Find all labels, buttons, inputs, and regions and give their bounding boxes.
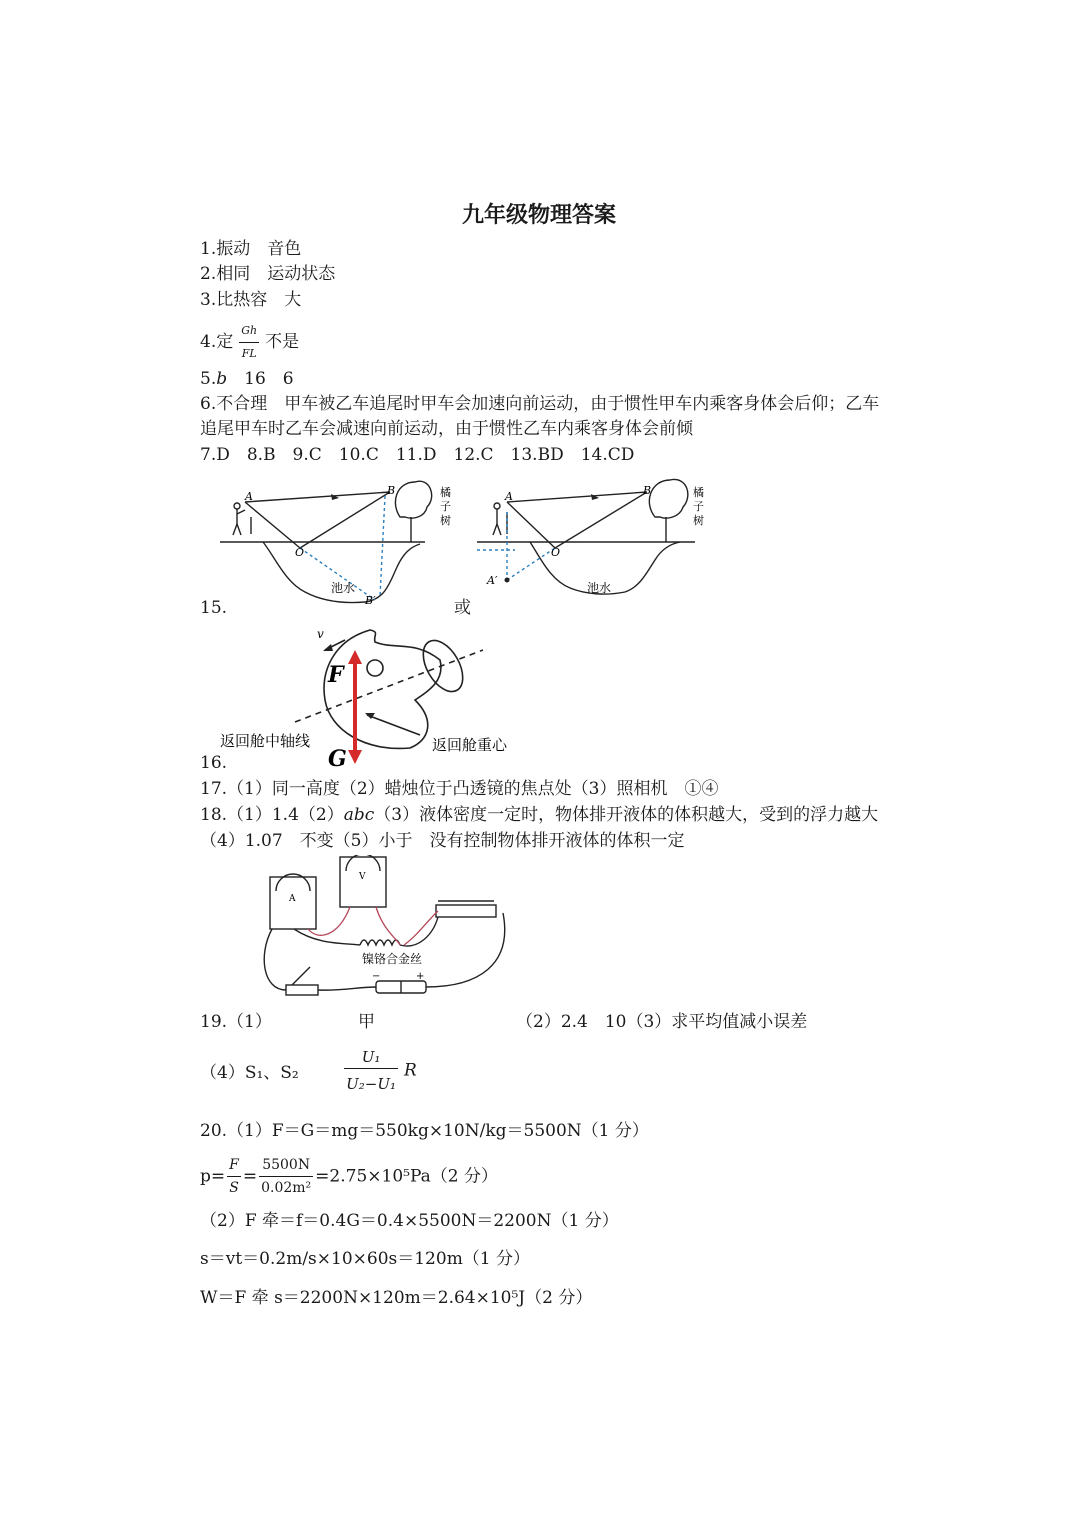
fraction-u1-u2-u1	[344, 1046, 398, 1095]
fig16-velocity-label: v	[317, 627, 324, 641]
fig16-force-g: G	[328, 746, 347, 770]
page-title: 九年级物理答案	[462, 203, 617, 228]
answer-19-4-r: R	[404, 1060, 417, 1081]
answer-15-label: 15.	[200, 598, 228, 618]
answer-18-pre: 18.（1）1.4（2）	[200, 805, 344, 825]
fig15-label-a: A	[245, 490, 253, 503]
answer-5-b: b	[216, 369, 228, 389]
answer-19-4-pre: （4）S₁、S₂	[200, 1062, 299, 1083]
fig15-right-label-o: O	[551, 546, 561, 559]
fig15-right-tree-char-2: 子	[693, 500, 704, 513]
fraction-5500n: 5500N	[259, 1154, 313, 1177]
fig15-label-b-prime: B′	[365, 594, 376, 607]
fig15-tree-char-1: 橘	[440, 486, 451, 499]
fig16-cg-label: 返回舱重心	[432, 736, 508, 754]
answer-19-label: 19.（1）	[200, 1012, 272, 1032]
answer-15-or: 或	[454, 598, 471, 618]
figure-15	[215, 472, 735, 612]
fig15-right-label-a: A	[505, 490, 513, 503]
answer-20-distance: s＝vt＝0.2m/s×10×60s＝120m（1 分）	[200, 1249, 531, 1269]
fig15-right-water-label: 池水	[587, 581, 612, 595]
answer-20-1: 20.（1）F＝G＝mg＝550kg×10N/kg＝5500N（1 分）	[200, 1121, 649, 1141]
answer-18-line-2: （4）1.07 不变（5）小于 没有控制物体排开液体的体积一定	[200, 831, 685, 851]
figure-19-circuit	[258, 855, 528, 1005]
answer-20-p-pre: p=	[200, 1166, 226, 1187]
fig16-axis-label: 返回舱中轴线	[220, 732, 311, 750]
fig15-tree-char-3: 树	[440, 514, 451, 527]
answer-19-4	[200, 1046, 417, 1095]
fig19-minus: −	[372, 971, 381, 982]
fraction-f: F	[227, 1154, 241, 1177]
answer-18-post: （3）液体密度一定时，物体排开液体的体积越大，受到的浮力越大	[374, 805, 879, 825]
fraction-002m2: 0.02m²	[261, 1180, 312, 1196]
fig15-label-o: O	[295, 546, 305, 559]
answer-4	[200, 320, 299, 365]
fraction-u-denominator: U₂−U₁	[346, 1075, 397, 1093]
fig19-plus: +	[416, 971, 425, 982]
fig15-water-label: 池水	[331, 581, 356, 595]
fig15-label-b: B	[387, 484, 396, 497]
answer-18-abc: abc	[343, 805, 375, 825]
fraction-gh-fl	[239, 320, 259, 365]
answer-6-line-1: 6.不合理 甲车被乙车追尾时甲车会加速向前运动，由于惯性甲车内乘客身体会后仰；乙车	[200, 394, 880, 414]
answer-20-work: W＝F 牵 s＝2200N×120m＝2.64×10⁵J（2 分）	[200, 1288, 593, 1308]
fig15-right-tree-char-1: 橘	[693, 486, 704, 499]
answer-16-label: 16.	[200, 753, 228, 773]
fraction-s: S	[229, 1180, 239, 1196]
fig15-right-label-b: B	[643, 484, 652, 497]
answer-19-rest: （2）2.4 10（3）求平均值减小误差	[516, 1012, 808, 1032]
fig16-force-f: F	[328, 662, 344, 688]
fraction-u-numerator: U₁	[344, 1046, 398, 1069]
fraction-f-s	[227, 1154, 241, 1199]
answer-17: 17.（1）同一高度（2）蜡烛位于凸透镜的焦点处（3）照相机 ①④	[200, 779, 719, 799]
answer-4-suffix: 不是	[265, 332, 300, 352]
fig19-voltmeter-label: V	[359, 872, 366, 882]
figure-16	[215, 620, 535, 770]
answer-6-line-2: 追尾甲车时乙车会减速向前运动，由于惯性乙车内乘客身体会前倾	[200, 419, 693, 439]
fraction-numerator: Gh	[239, 320, 259, 343]
fig15-label-a-prime: A′	[487, 574, 498, 587]
answer-18-line-1	[200, 804, 878, 826]
answer-2: 2.相同 运动状态	[200, 264, 336, 284]
fraction-5500-002	[259, 1154, 313, 1199]
fig15-right-tree-char-3: 树	[693, 514, 704, 527]
answer-1: 1.振动 音色	[200, 239, 302, 259]
fig19-ammeter-label: A	[289, 894, 296, 904]
answer-20-pressure: p= $\frac{F}{S}$ = $\frac{5500N}{\text{0.02m²}}$ =2.75×10⁵Pa（2 分）	[200, 1154, 498, 1199]
fig19-wire-label: 镍铬合金丝	[362, 952, 423, 966]
answer-19-jia: 甲	[358, 1012, 375, 1032]
answer-3: 3.比热容 大	[200, 290, 302, 310]
fraction-denominator: FL	[241, 347, 257, 360]
answer-5-rest: 16 6	[227, 369, 294, 389]
answer-20-p-post: =2.75×10⁵Pa（2 分）	[315, 1166, 498, 1187]
fig15-tree-char-2: 子	[440, 500, 451, 513]
answer-5	[200, 368, 294, 390]
answer-4-prefix: 4.定	[200, 332, 234, 352]
answers-7-14: 7.D 8.B 9.C 10.C 11.D 12.C 13.BD 14.CD	[200, 445, 635, 465]
answer-20-2: （2）F 牵＝f＝0.4G＝0.4×5500N＝2200N（1 分）	[200, 1211, 619, 1231]
answer-5-number: 5.	[200, 369, 217, 389]
